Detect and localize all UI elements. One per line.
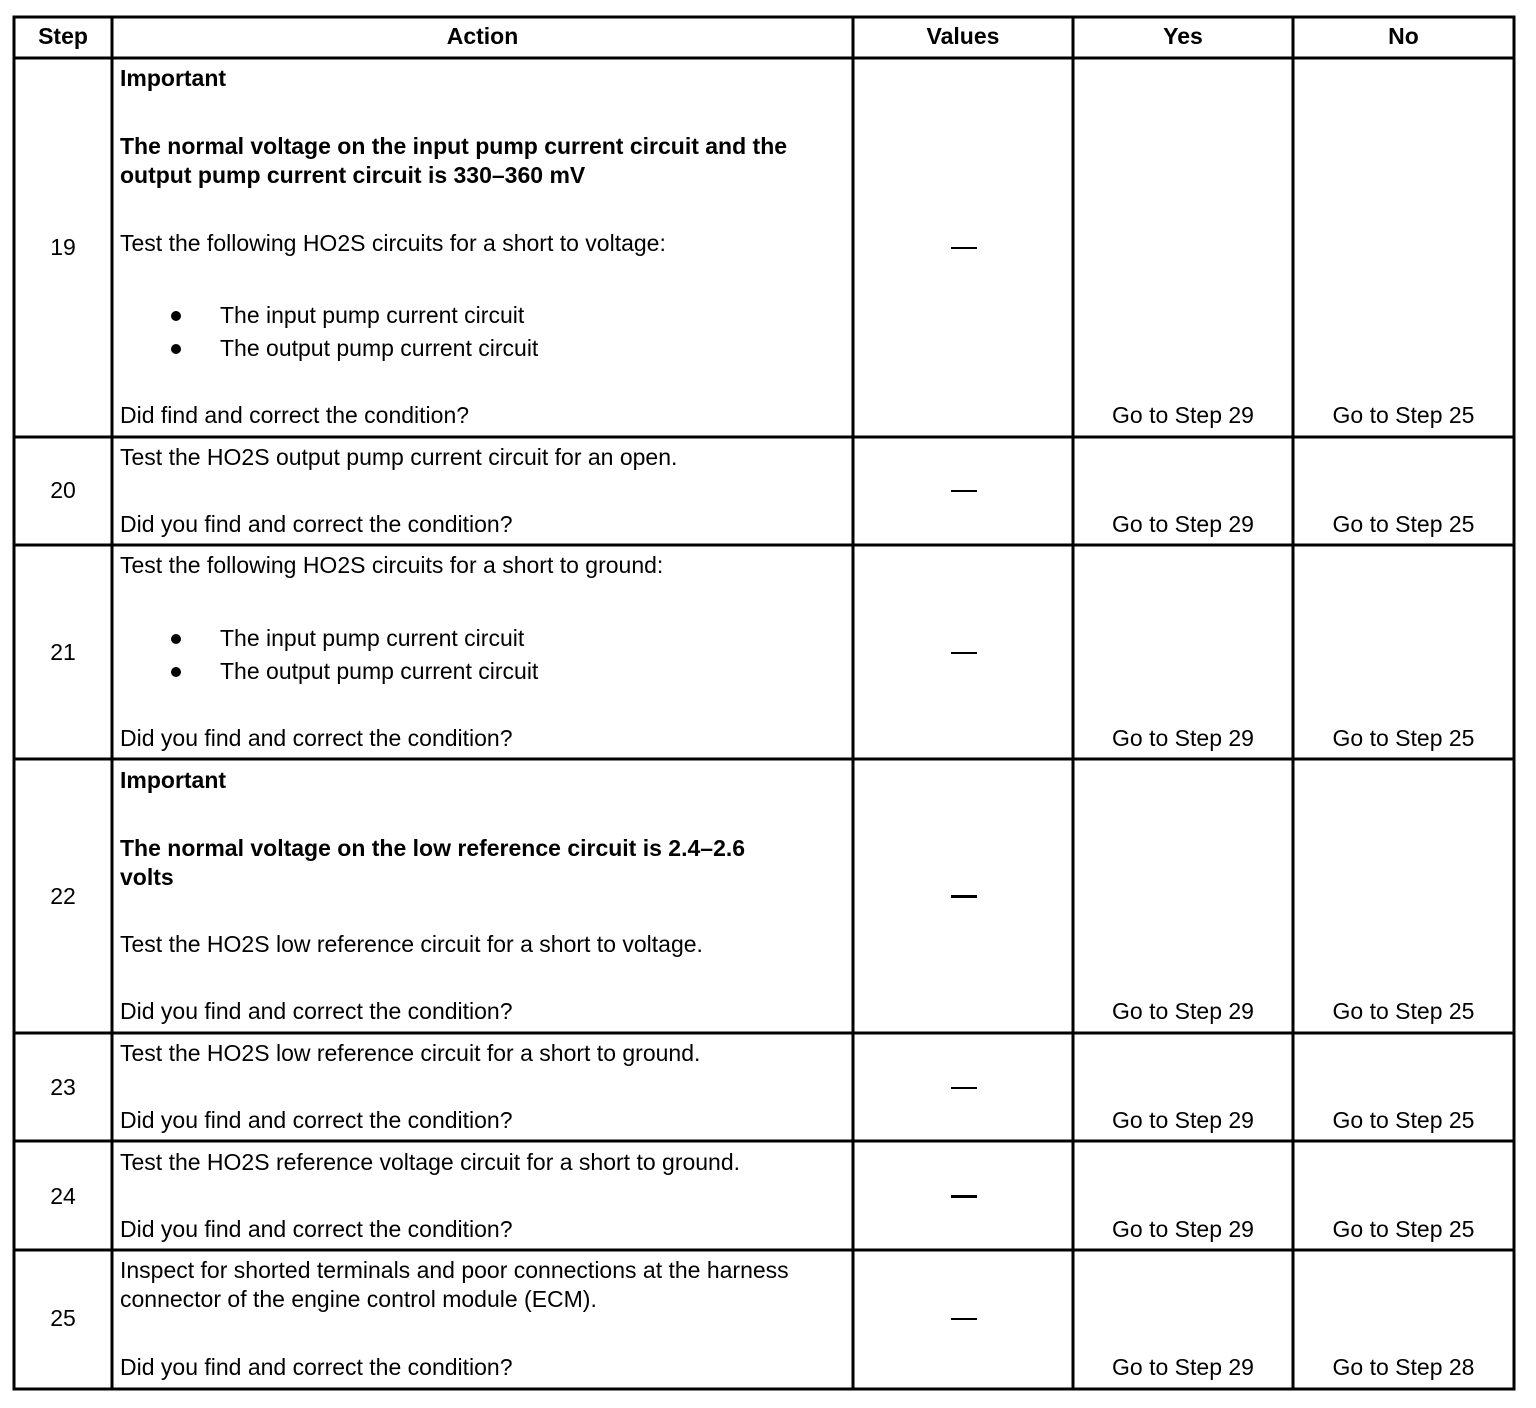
value-dash <box>951 895 977 898</box>
header-step: Step <box>38 23 88 49</box>
step-number: 21 <box>50 639 76 665</box>
important-label: Important <box>120 65 227 91</box>
action-question: Did you find and correct the condition? <box>120 1354 513 1380</box>
yes-link[interactable]: Go to Step 29 <box>1112 1354 1254 1380</box>
header-yes: Yes <box>1163 23 1203 49</box>
important-note-line2: volts <box>120 864 174 890</box>
value-dash <box>951 652 977 654</box>
action-question: Did you find and correct the condition? <box>120 1107 513 1133</box>
no-link[interactable]: Go to Step 25 <box>1332 402 1475 428</box>
no-link[interactable]: Go to Step 25 <box>1332 725 1475 751</box>
action-instruction-line2: connector of the engine control module (ECM). <box>120 1286 597 1312</box>
header-values: Values <box>926 23 1000 49</box>
action-instruction: Test the HO2S low reference circuit for a short to voltage. <box>120 931 703 957</box>
bullet-icon <box>171 667 181 677</box>
no-link[interactable]: Go to Step 25 <box>1332 1216 1475 1242</box>
step-number: 25 <box>50 1305 76 1331</box>
yes-link[interactable]: Go to Step 29 <box>1112 998 1254 1024</box>
important-note-line1: The normal voltage on the low reference circuit is 2.4–2.6 <box>120 835 746 861</box>
action-instruction: Test the HO2S reference voltage circuit for a short to ground. <box>120 1149 741 1175</box>
action-question: Did you find and correct the condition? <box>120 511 513 537</box>
action-instruction: Test the HO2S low reference circuit for a short to ground. <box>120 1040 701 1066</box>
yes-link[interactable]: Go to Step 29 <box>1112 402 1254 428</box>
value-dash <box>951 247 977 249</box>
yes-link[interactable]: Go to Step 29 <box>1112 1216 1254 1242</box>
step-number: 19 <box>50 234 76 260</box>
important-label: Important <box>120 767 227 793</box>
action-question: Did you find and correct the condition? <box>120 1216 513 1242</box>
important-note-line2: output pump current circuit is 330–360 mV <box>120 162 586 188</box>
value-dash <box>951 1195 977 1198</box>
bullet-item: The output pump current circuit <box>220 658 539 684</box>
no-link[interactable]: Go to Step 25 <box>1332 998 1475 1024</box>
action-instruction-line1: Inspect for shorted terminals and poor connections at the harness <box>120 1257 789 1283</box>
important-note-line1: The normal voltage on the input pump current circuit and the <box>120 133 788 159</box>
action-question: Did find and correct the condition? <box>120 402 470 428</box>
no-link[interactable]: Go to Step 25 <box>1332 1107 1475 1133</box>
bullet-item: The output pump current circuit <box>220 335 539 361</box>
header-action: Action <box>446 23 519 49</box>
bullet-icon <box>171 634 181 644</box>
no-link[interactable]: Go to Step 28 <box>1332 1354 1475 1380</box>
action-instruction: Test the following HO2S circuits for a short to ground: <box>120 552 664 578</box>
step-number: 23 <box>50 1074 76 1100</box>
yes-link[interactable]: Go to Step 29 <box>1112 511 1254 537</box>
step-number: 20 <box>50 477 76 503</box>
value-dash <box>951 490 977 492</box>
value-dash <box>951 1087 977 1089</box>
action-question: Did you find and correct the condition? <box>120 725 513 751</box>
action-instruction: Test the HO2S output pump current circuit for an open. <box>120 444 678 470</box>
yes-link[interactable]: Go to Step 29 <box>1112 1107 1254 1133</box>
value-dash <box>951 1318 977 1320</box>
header-no: No <box>1388 23 1419 49</box>
step-number: 22 <box>50 883 76 909</box>
action-question: Did you find and correct the condition? <box>120 998 513 1024</box>
bullet-icon <box>171 311 181 321</box>
no-link[interactable]: Go to Step 25 <box>1332 511 1475 537</box>
yes-link[interactable]: Go to Step 29 <box>1112 725 1254 751</box>
bullet-item: The input pump current circuit <box>220 302 525 328</box>
step-number: 24 <box>50 1183 76 1209</box>
bullet-icon <box>171 344 181 354</box>
bullet-item: The input pump current circuit <box>220 625 525 651</box>
action-instruction: Test the following HO2S circuits for a short to voltage: <box>120 230 666 256</box>
